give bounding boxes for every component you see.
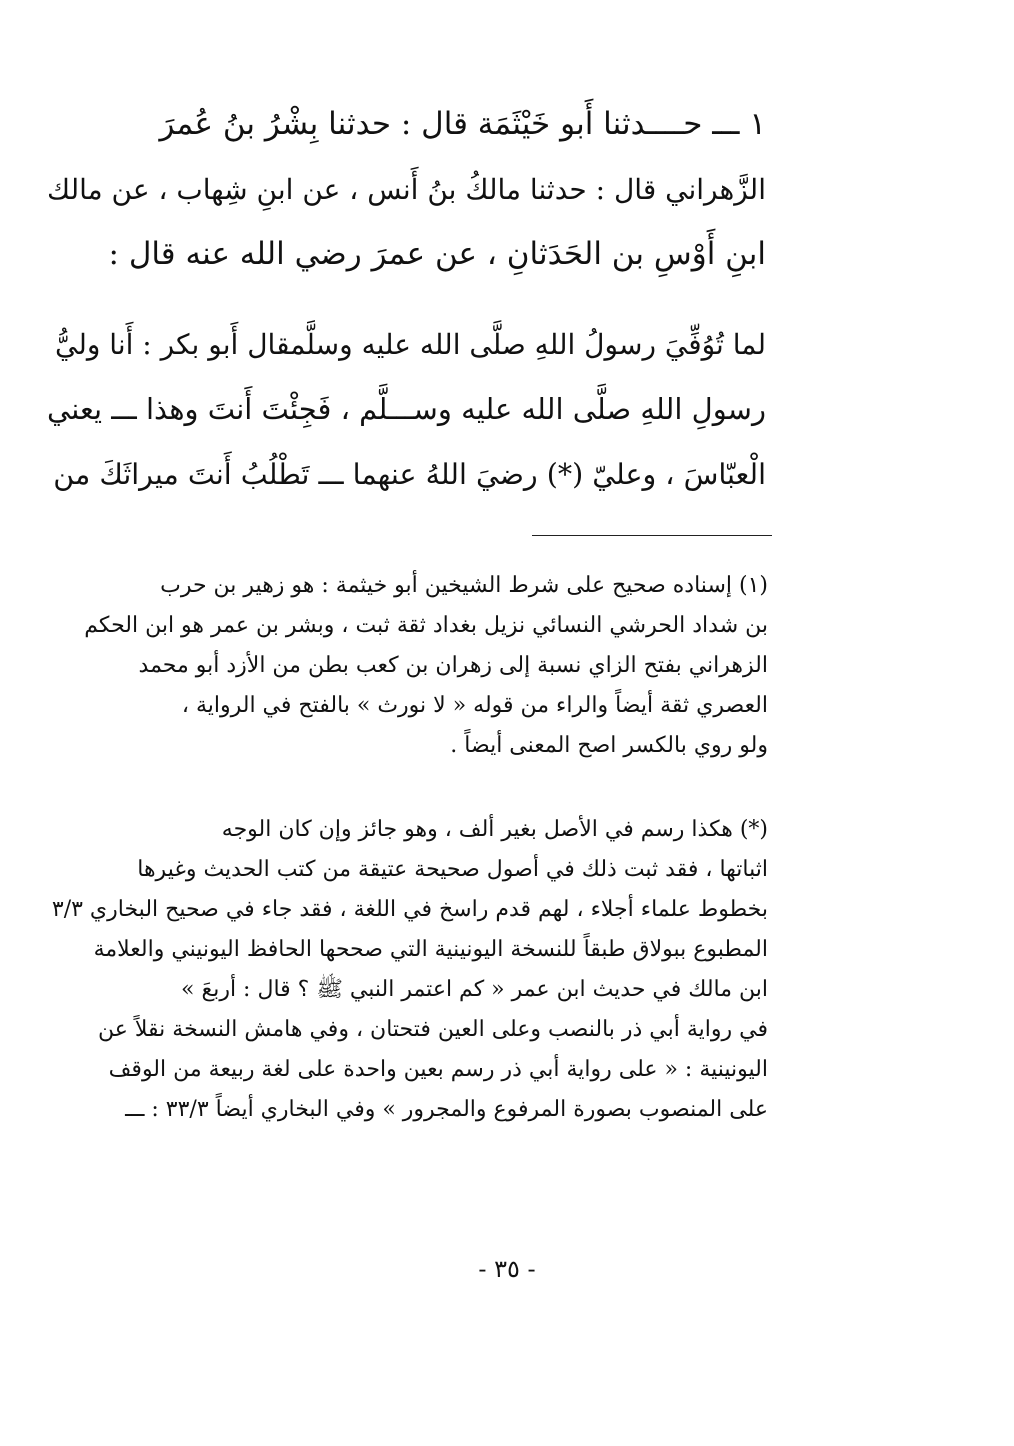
footnote-line: (*) هكذا رسم في الأصل بغير ألف ، وهو جائز وإن كان الوجه (221, 817, 768, 842)
footnote-line: في رواية أبي ذر بالنصب وعلى العين فتحتان ، وفي هامش النسخة نقلاً عن (98, 1017, 768, 1042)
footnote-separator (532, 535, 772, 536)
footnote-line: ولو روي بالكسر اصح المعنى أيضاً . (450, 733, 768, 758)
text-line: الزَّهراني قال : حدثنا مالكُ بنُ أَنس ، عن ابنِ شِهاب ، عن مالك (46, 173, 766, 206)
text-line: لما تُوُفِّيَ رسولُ اللهِ صلَّى الله عليه وسلَّمقال أَبو بكر : أَنا وليُّ (55, 328, 766, 361)
hadith-isnad-paragraph (46, 92, 766, 287)
footnote-1 (46, 566, 768, 766)
footnote-line: المطبوع ببولاق طبقاً للنسخة اليونينية التي صححها الحافظ اليونيني والعلامة (93, 937, 768, 962)
footnote-line: اليونينية : « على رواية أبي ذر رسم بعين واحدة على لغة ربيعة من الوقف (108, 1057, 768, 1082)
text-line: الْعبّاسَ ، وعليّ (*) رضيَ اللهُ عنهما ـــ تَطْلُبُ أَنتَ ميراثَكَ من (53, 458, 766, 491)
text-line: ابنِ أَوْسِ بن الحَدَثانِ ، عن عمرَ رضي الله عنه قال : (108, 236, 766, 272)
footnote-line: ابن مالك في حديث ابن عمر « كم اعتمر النبي ﷺ ؟ قال : أربعَ » (181, 977, 768, 1002)
footnote-line: على المنصوب بصورة المرفوع والمجرور » وفي البخاري أيضاً ٣٣/٣ : ـــ (125, 1097, 768, 1122)
footnote-line: بن شداد الحرشي النسائي نزيل بغداد ثقة ثبت ، وبشر بن عمر هو ابن الحكم (84, 613, 768, 638)
hadith-matn-paragraph (46, 312, 766, 507)
page-number: - ٣٥ - (478, 1255, 536, 1283)
footnote-asterisk (46, 810, 768, 1130)
footnote-line: (١) إسناده صحيح على شرط الشيخين أبو خيثمة : هو زهير بن حرب (160, 573, 768, 598)
footnote-line: بخطوط علماء أجلاء ، لهم قدم راسخ في اللغة ، فقد جاء في صحيح البخاري ٣/٣ (51, 897, 768, 922)
footnote-line: العصري ثقة أيضاً والراء من قوله « لا نورث » بالفتح في الرواية ، (181, 693, 768, 718)
text-line: رسولِ اللهِ صلَّى الله عليه وســـلَّم ، فَجِئْتَ أَنتَ وهذا ـــ يعني (47, 392, 766, 426)
footnote-line: الزهراني بفتح الزاي نسبة إلى زهران بن كعب بطن من الأزد أبو محمد (138, 653, 768, 678)
footnote-line: اثباتها ، فقد ثبت ذلك في أصول صحيحة عتيقة من كتب الحديث وغيرها (137, 857, 768, 882)
text-line: ١ ـــ حــــدثنا أَبو خَيْثَمَة قال : حدثنا بِشْرُ بنُ عُمرَ (159, 106, 766, 142)
